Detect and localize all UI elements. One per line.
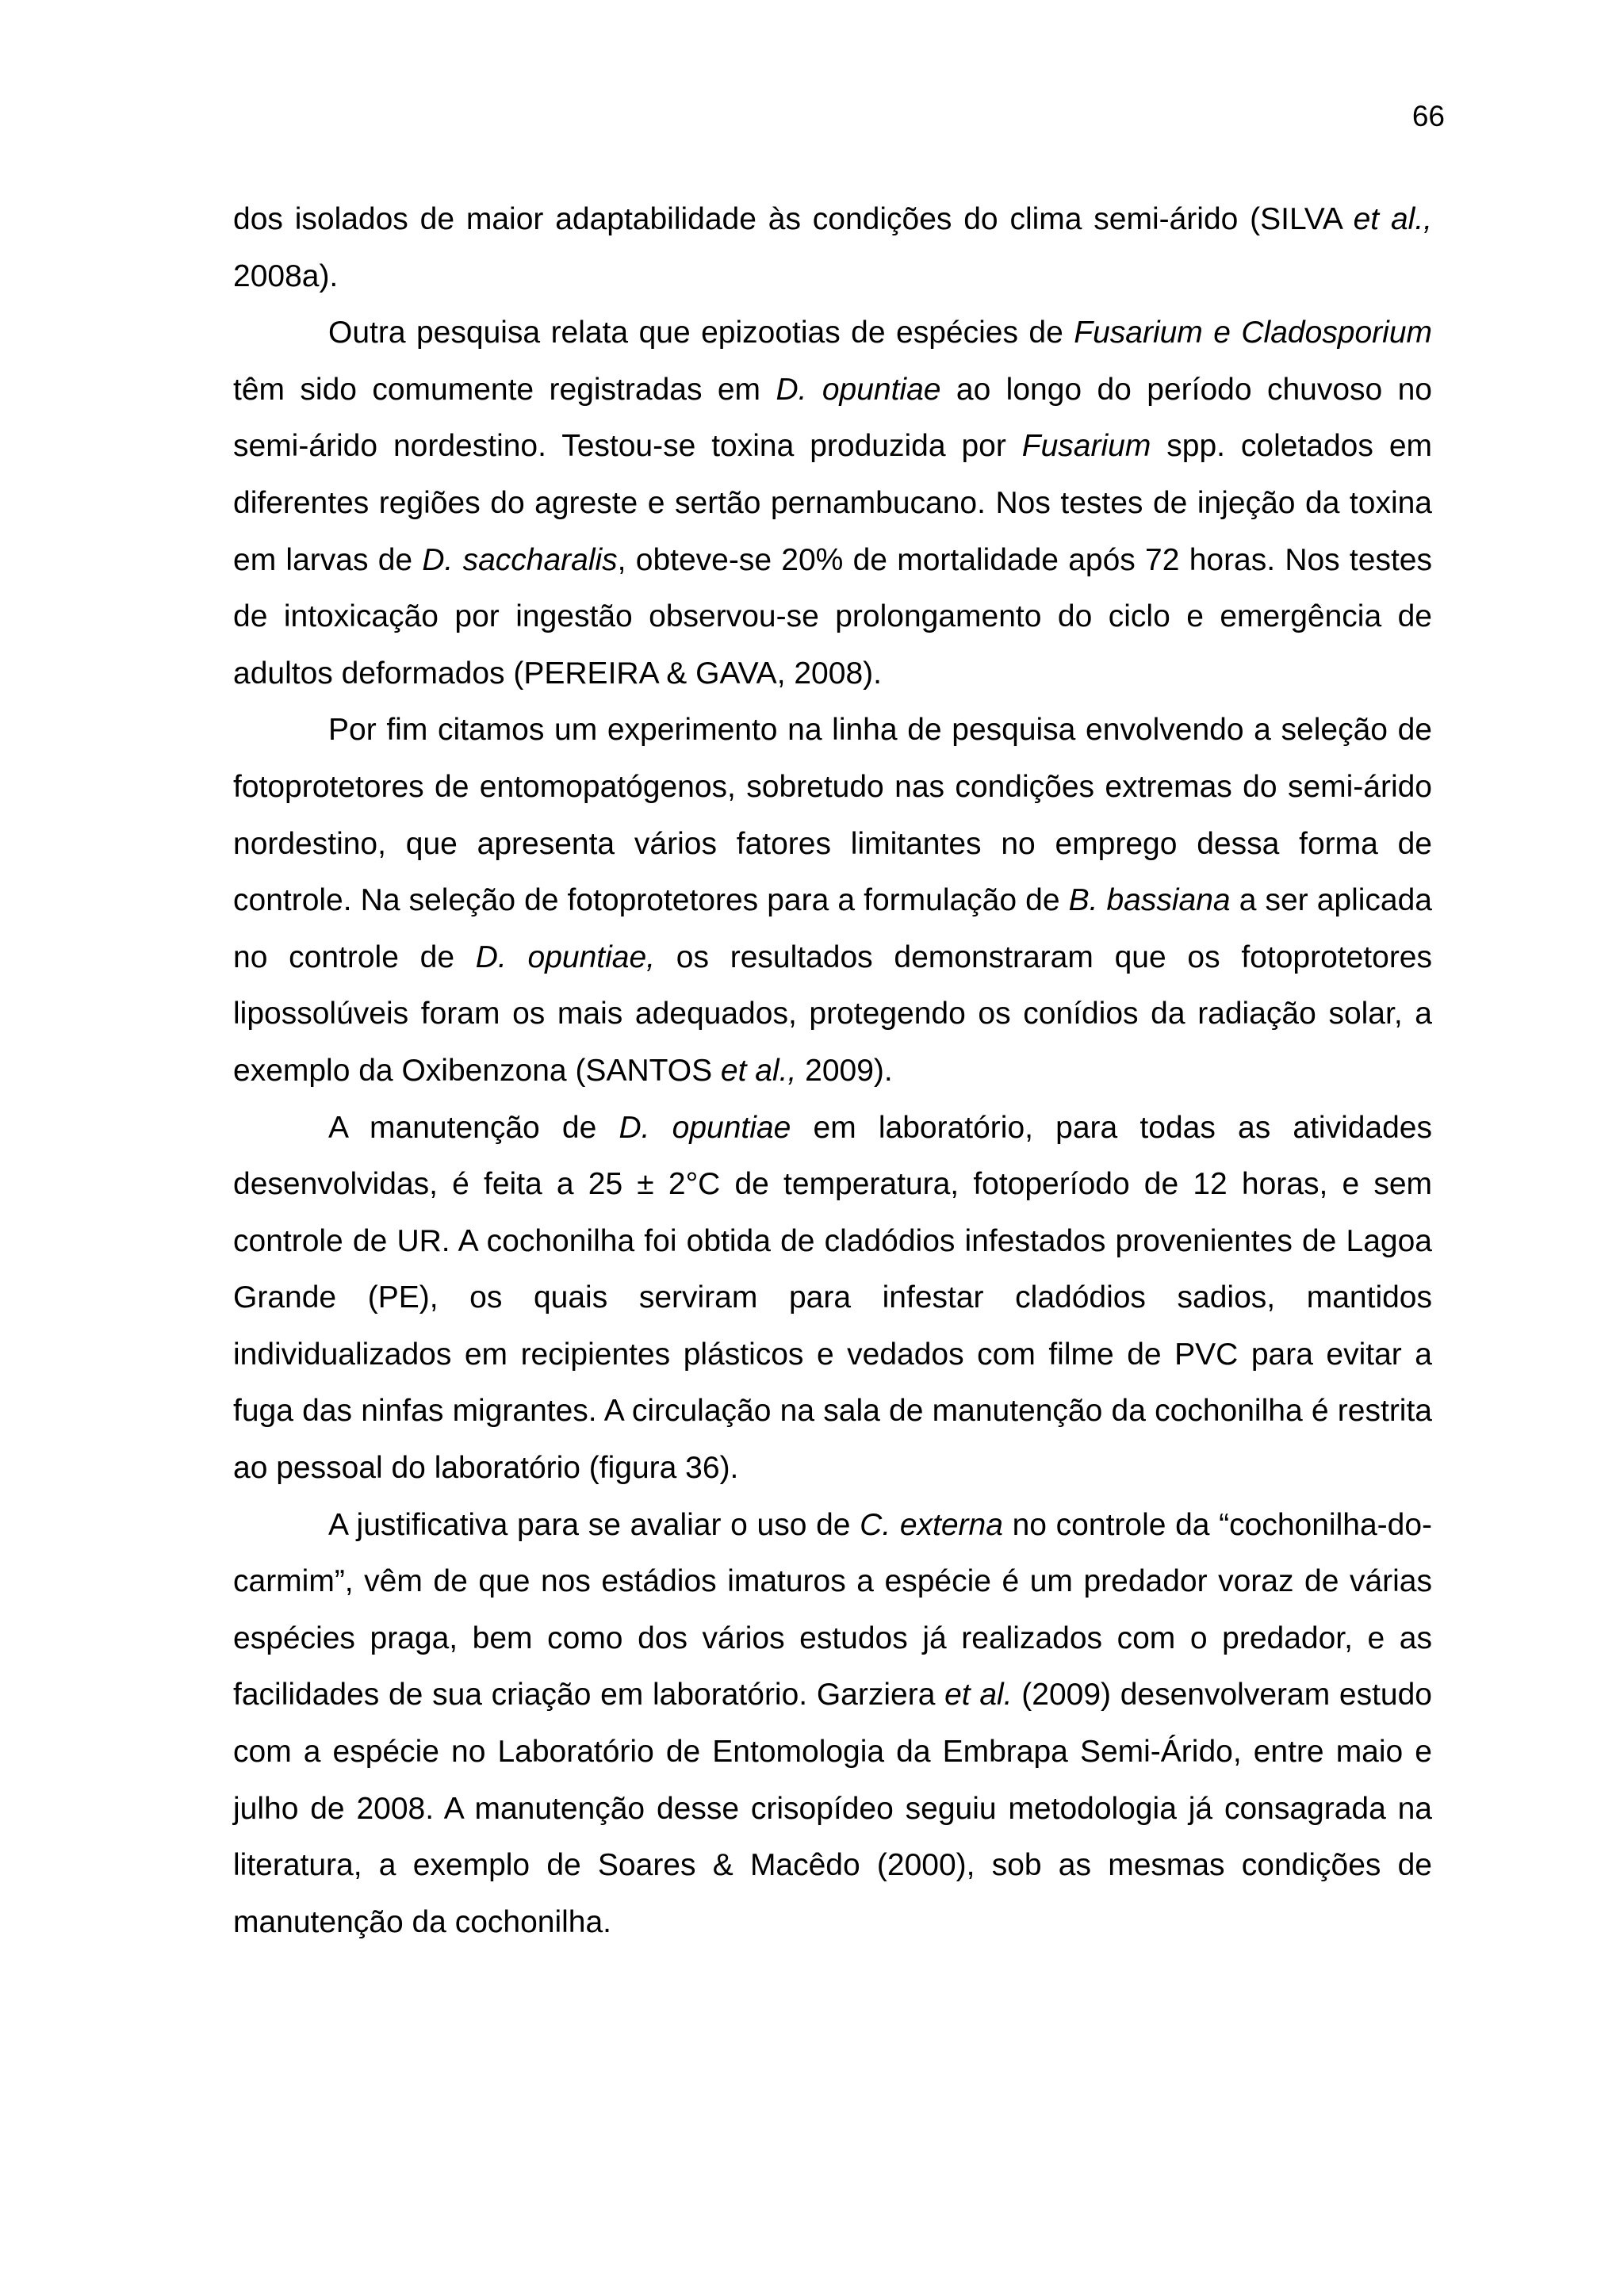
paragraph-text: dos isolados de maior adaptabilidade às condições do clima semi-árido (SILVA [233, 202, 1354, 236]
paragraph-text: 2008a). [233, 258, 339, 293]
paragraph-text: Por fim citamos um experimento na linha de pesquisa envolvendo a seleção de fotoprotetores de entomopatógenos, sobretudo nas condições extremas do semi-árido nordestino, que apresenta vários fatores limitantes no emprego dessa forma de controle. Na seleção de fotoprotetores para a formulação de [233, 713, 1432, 918]
paragraph-text: A manutenção de [328, 1110, 619, 1145]
paragraph-text-italic: D. opuntiae [619, 1110, 791, 1145]
paragraph-text-italic: D. opuntiae [776, 372, 941, 407]
page-number: 66 [1411, 100, 1445, 132]
paragraph-2 [233, 304, 1432, 702]
paragraph-text-italic: et al. [944, 1678, 1013, 1712]
paragraph-text: os resultados demonstraram que os fotoprotetores lipossolúveis foram os mais adequados, protegendo os conídios da radiação solar, a exemplo da Oxibenzona (SANTOS [233, 939, 1432, 1088]
document-body [233, 191, 1432, 1950]
paragraph-3 [233, 702, 1432, 1099]
paragraph-text: A justificativa para se avaliar o uso de [328, 1507, 860, 1542]
paragraph-4 [233, 1100, 1432, 1497]
paragraph-text: a ser aplicada no controle de [233, 883, 1432, 974]
paragraph-text: Outra pesquisa relata que epizootias de espécies de [328, 316, 1074, 350]
paragraph-text: , obteve-se 20% de mortalidade após 72 horas. Nos testes de intoxicação por ingestão observou-se prolongamento do ciclo e emergência de adultos deformados (PEREIRA & GAVA, 2008). [233, 542, 1432, 691]
paragraph-text-italic: et al., [1353, 202, 1432, 236]
paragraph-5 [233, 1497, 1432, 1951]
paragraph-text: têm sido comumente registradas em [233, 372, 776, 407]
paragraph-text-italic: D. saccharalis [422, 542, 618, 577]
paragraph-text: no controle da “cochonilha-do-carmim”, vêm de que nos estádios imaturos a espécie é um predador voraz de várias espécies praga, bem como dos vários estudos já realizados com o predador, e as facilidades de sua criação em laboratório. Garziera [233, 1507, 1432, 1712]
paragraph-text: 2009). [796, 1053, 893, 1088]
paragraph-text: em laboratório, para todas as atividades desenvolvidas, é feita a 25 ± 2°C de temperatura, fotoperíodo de 12 horas, e sem controle de UR. A cochonilha foi obtida de cladódios infestados provenientes de Lagoa Grande (PE), os quais serviram para infestar cladódios sadios, mantidos individualizados em recipientes plásticos e vedados com filme de PVC para evitar a fuga das ninfas migrantes. A circulação na sala de manutenção da cochonilha é restrita ao pessoal do laboratório (figura 36). [233, 1110, 1433, 1486]
paragraph-text-italic: B. bassiana [1068, 883, 1231, 918]
paragraph-text: (2009) desenvolveram estudo com a espécie no Laboratório de Entomologia da Embrapa Semi-Árido, entre maio e julho de 2008. A manutenção desse crisopídeo seguiu metodologia já consagrada na literatura, a exemplo de Soares & Macêdo (2000), sob as mesmas condições de manutenção da cochonilha. [233, 1678, 1432, 1939]
paragraph-text-italic: D. opuntiae, [475, 939, 656, 974]
paragraph-text-italic: et al., [720, 1053, 797, 1088]
paragraph-text-italic: C. externa [860, 1507, 1003, 1542]
paragraph-text-italic: Fusarium e Cladosporium [1074, 316, 1432, 350]
paragraph-1 [233, 191, 1432, 304]
paragraph-text-italic: Fusarium [1021, 429, 1151, 464]
paragraph-text: ao longo do período chuvoso no semi-árido nordestino. Testou-se toxina produzida por [233, 372, 1432, 464]
paragraph-text: spp. coletados em diferentes regiões do agreste e sertão pernambucano. Nos testes de injeção da toxina em larvas de [233, 429, 1432, 577]
